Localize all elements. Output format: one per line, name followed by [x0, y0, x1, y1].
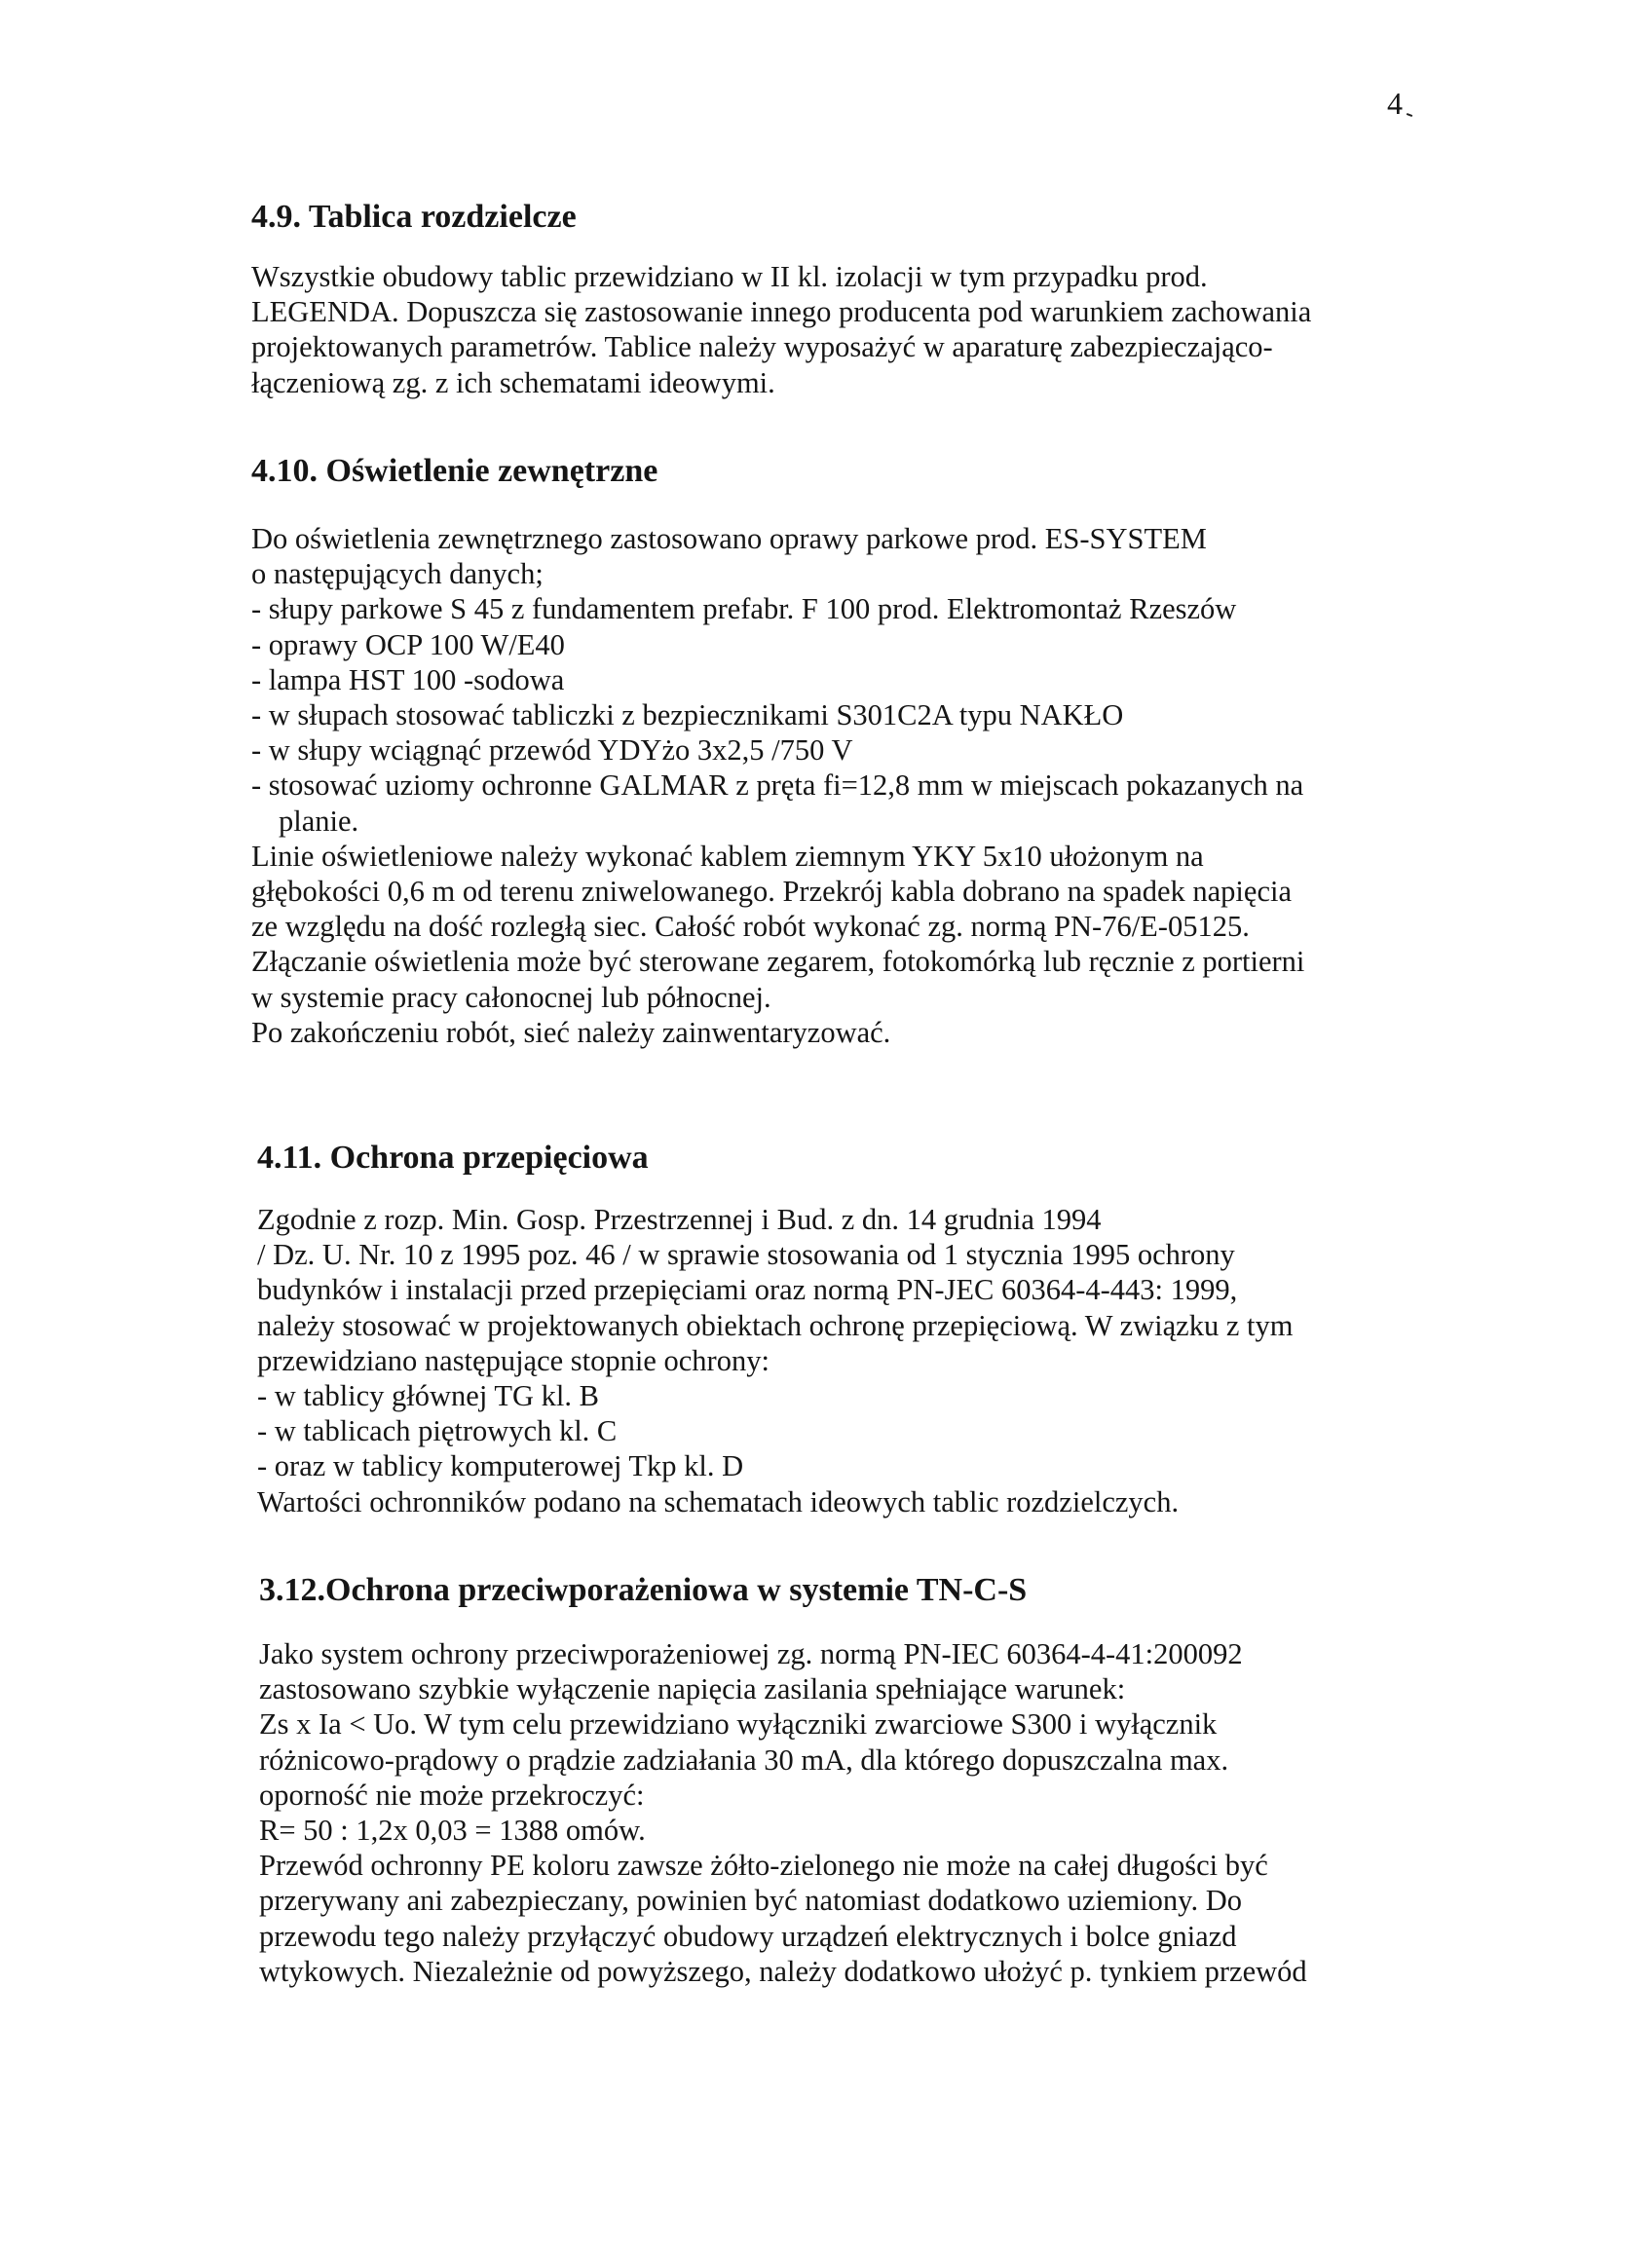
text-line: Zs x Ia < Uo. W tym celu przewidziano wyłączniki zwarciowe S300 i wyłącznik [259, 1707, 1218, 1742]
text-line: w systemie pracy całonocnej lub północnej. [251, 980, 771, 1014]
section-heading-4-9: 4.9. Tablica rozdzielcze [251, 199, 577, 235]
text-line: łączeniową zg. z ich schematami ideowymi. [251, 365, 775, 399]
text-line: - oraz w tablicy komputerowej Tkp kl. D [257, 1449, 744, 1483]
section-heading-3-12: 3.12.Ochrona przeciwporażeniowa w systemie TN-C-S [259, 1572, 1028, 1608]
page-number: 4 [1387, 86, 1412, 122]
text-line: Do oświetlenia zewnętrznego zastosowano oprawy parkowe prod. ES-SYSTEM [251, 522, 1207, 555]
text-line: ze względu na dość rozległą siec. Całość robót wykonać zg. normą PN-76/E-05125. [251, 910, 1250, 944]
text-line: - w tablicy głównej TG kl. B [257, 1379, 599, 1413]
text-line: Wszystkie obudowy tablic przewidziano w II kl. izolacji w tym przypadku prod. [251, 260, 1208, 293]
text-line: Po zakończeniu robót, sieć należy zainwentaryzować. [251, 1015, 891, 1049]
text-line: budynków i instalacji przed przepięciami oraz normą PN-JEC 60364-4-443: 1999, [257, 1273, 1238, 1307]
text-line: Złączanie oświetlenia może być sterowane zegarem, fotokomórką lub ręcznie z portierni [251, 945, 1305, 979]
text-line: głębokości 0,6 m od terenu zniwelowanego. Przekrój kabla dobrano na spadek napięcia [251, 875, 1292, 909]
text-line: Linie oświetleniowe należy wykonać kablem ziemnym YKY 5x10 ułożonym na [251, 839, 1204, 873]
text-line: wtykowych. Niezależnie od powyższego, należy dodatkowo ułożyć p. tynkiem przewód [259, 1954, 1307, 1988]
text-line: - w tablicach piętrowych kl. C [257, 1414, 618, 1448]
text-line: przerywany ani zabezpieczany, powinien być natomiast dodatkowo uziemiony. Do [259, 1884, 1242, 1918]
text-line: - słupy parkowe S 45 z fundamentem prefabr. F 100 prod. Elektromontaż Rzeszów [251, 592, 1237, 626]
text-line: przewidziano następujące stopnie ochrony: [257, 1343, 770, 1377]
text-line: projektowanych parametrów. Tablice należy wyposażyć w aparaturę zabezpieczająco- [251, 330, 1273, 364]
text-line: Przewód ochronny PE koloru zawsze żółto-zielonego nie może na całej długości być [259, 1849, 1268, 1883]
section-4-9-body [251, 259, 1311, 400]
text-line: Zgodnie z rozp. Min. Gosp. Przestrzennej i Bud. z dn. 14 grudnia 1994 [257, 1203, 1102, 1236]
text-line: LEGENDA. Dopuszcza się zastosowanie innego producenta pod warunkiem zachowania [251, 295, 1312, 329]
text-line: / Dz. U. Nr. 10 z 1995 poz. 46 / w sprawie stosowania od 1 stycznia 1995 ochrony [257, 1238, 1235, 1272]
text-line: o następujących danych; [251, 557, 544, 591]
text-line: Wartości ochronników podano na schematach ideowych tablic rozdzielczych. [257, 1484, 1180, 1518]
text-line: przewodu tego należy przyłączyć obudowy urządzeń elektrycznych i bolce gniazd [259, 1919, 1237, 1953]
text-line: należy stosować w projektowanych obiektach ochronę przepięciową. W związku z tym [257, 1308, 1294, 1342]
section-4-11-body [257, 1202, 1293, 1519]
text-line: zastosowano szybkie wyłączenie napięcia zasilania spełniające warunek: [259, 1672, 1126, 1706]
text-line: planie. [279, 804, 359, 838]
text-line: różnicowo-prądowy o prądzie zadziałania 30 mA, dla którego dopuszczalna max. [259, 1742, 1229, 1777]
text-line: Jako system ochrony przeciwporażeniowej zg. normą PN-IEC 60364-4-41:200092 [259, 1637, 1243, 1670]
text-line: - w słupach stosować tabliczki z bezpiecznikami S301C2A typu NAKŁO [251, 698, 1124, 732]
section-3-12-body [259, 1636, 1307, 1989]
text-line: oporność nie może przekroczyć: [259, 1778, 645, 1812]
text-line: - oprawy OCP 100 W/E40 [251, 627, 565, 661]
page-number-mark [1407, 113, 1412, 117]
section-heading-4-11: 4.11. Ochrona przepięciowa [257, 1140, 649, 1176]
text-line: - w słupy wciągnąć przewód YDYżo 3x2,5 /750 V [251, 733, 853, 768]
text-line: - stosować uziomy ochronne GALMAR z pręta fi=12,8 mm w miejscach pokazanych na [251, 768, 1304, 803]
section-4-10-body [251, 521, 1304, 1050]
text-line: R= 50 : 1,2x 0,03 = 1388 omów. [259, 1814, 646, 1848]
section-heading-4-10: 4.10. Oświetlenie zewnętrzne [251, 453, 658, 489]
text-line: - lampa HST 100 -sodowa [251, 662, 565, 696]
